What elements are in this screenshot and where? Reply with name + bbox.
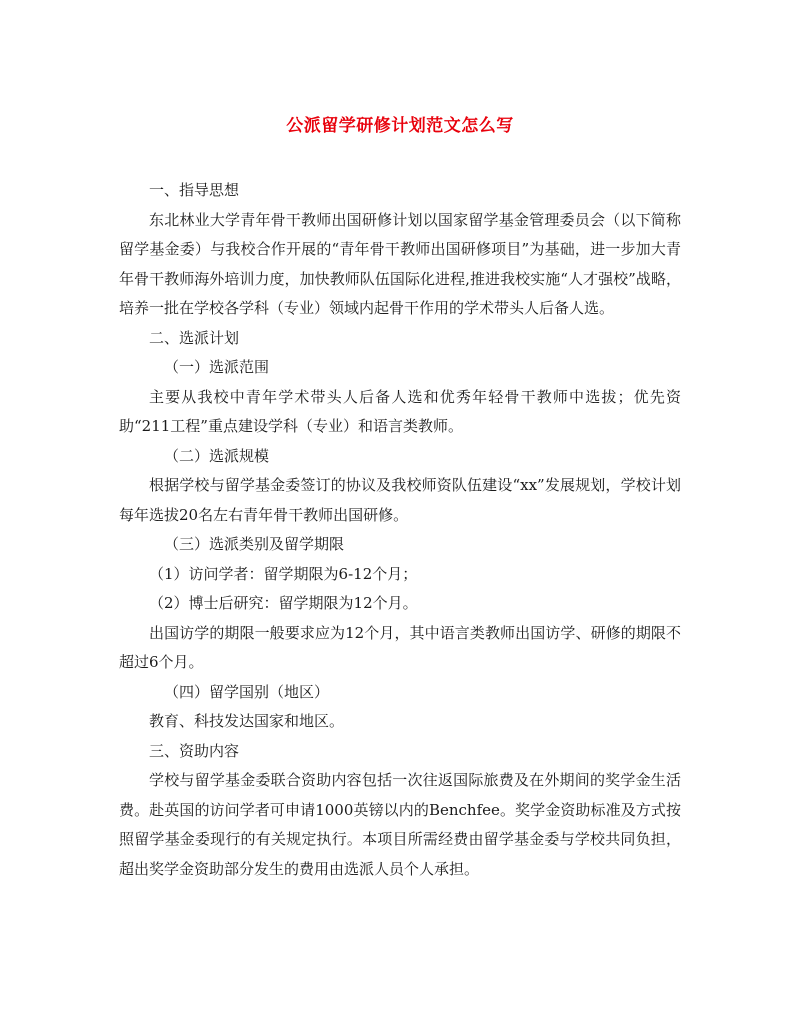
section-heading-funding: 三、资助内容 (149, 741, 240, 760)
subheading-countries: （四）留学国别（地区） (164, 682, 330, 701)
list-item-postdoc: （2）博士后研究：留学期限为12个月。 (149, 594, 418, 612)
document-title: 公派留学研修计划范文怎么写 (286, 116, 514, 136)
paragraph-guiding-principles: 东北林业大学青年骨干教师出国研修计划以国家留学基金管理委员会（以下简称留学基金委）与我校合作开展的“青年骨干教师出国研修项目”为基础，进一步加大青年骨干教师海外培训力度，加快教师队伍国际化进程,推进我校实施“人才强校”战略，培养一批在学校各学科（专业）领域内起骨干作用的学术带头人后备人选。 (119, 210, 681, 317)
paragraph-duration: 出国访学的期限一般要求应为12个月，其中语言类教师出国访学、研修的期限不超过6个月。 (119, 623, 681, 671)
document-body (119, 176, 681, 884)
subheading-selection-categories: （三）选派类别及留学期限 (164, 535, 345, 553)
paragraph-countries: 教育、科技发达国家和地区。 (149, 712, 345, 730)
paragraph-selection-scale: 根据学校与留学基金委签订的协议及我校师资队伍建设“xx”发展规划，学校计划每年选拔20名左右青年骨干教师出国研修。 (119, 476, 681, 524)
subheading-selection-scope: （一）选派范围 (164, 358, 270, 376)
section-heading-selection-plan: 二、选派计划 (149, 328, 240, 347)
paragraph-funding: 学校与留学基金委联合资助内容包括一次往返国际旅费及在外期间的奖学金生活费。赴英国的访问学者可申请1000英镑以内的Benchfee。奖学金资助标准及方式按照留学基金委现行的有关规定执行。本项目所需经费由留学基金委与学校共同负担，超出奖学金资助部分发生的费用由选派人员个人承担。 (119, 771, 681, 878)
list-item-visiting-scholar: （1）访问学者：留学期限为6-12个月； (149, 564, 418, 583)
paragraph-selection-scope: 主要从我校中青年学术带头人后备人选和优秀年轻骨干教师中选拔；优先资助“211工程”重点建设学科（专业）和语言类教师。 (119, 387, 681, 435)
subheading-selection-scale: （二）选派规模 (164, 446, 270, 465)
section-heading-guiding-principles: 一、指导思想 (149, 181, 240, 199)
